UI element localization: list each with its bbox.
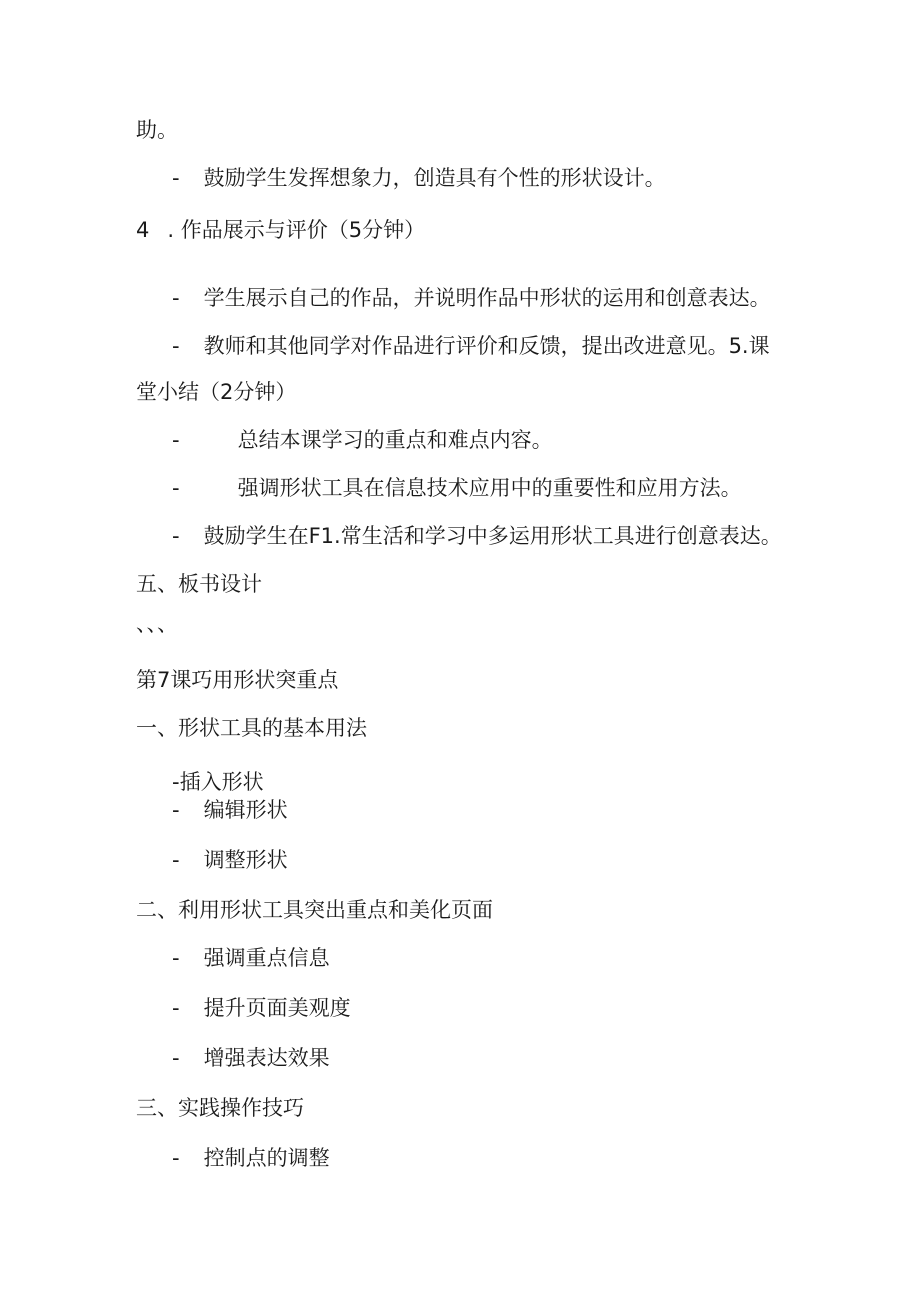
dash-marker: - — [172, 524, 180, 548]
text-line — [136, 378, 296, 406]
section-title: 五、板书设计 — [136, 572, 262, 596]
line-text: 总结本课学习的重点和难点内容。 — [237, 428, 553, 452]
bullet-line — [172, 332, 770, 360]
bullet-line — [172, 1144, 330, 1172]
bullet-line — [172, 768, 264, 796]
line-text: 鼓励学生在F1.常生活和学习中多运用形状工具进行创意表达。 — [203, 524, 782, 548]
bullet-line — [172, 944, 330, 972]
dash-marker: - — [172, 798, 180, 822]
section-title: . 作品展示与评价（5分钟） — [167, 218, 426, 242]
section-heading — [136, 714, 367, 742]
bullet-line — [172, 426, 553, 454]
bullet-line — [172, 474, 742, 502]
dash-marker: - — [172, 848, 180, 872]
bullet-line — [172, 796, 288, 824]
line-text: 助。 — [136, 118, 178, 142]
section-heading — [136, 896, 493, 924]
section-title: 一、形状工具的基本用法 — [136, 716, 367, 740]
lesson-title — [136, 666, 338, 694]
dash-marker: - — [172, 1046, 180, 1070]
dash-marker: - — [172, 946, 180, 970]
bullet-line — [172, 846, 288, 874]
line-text: 堂小结（2分钟） — [136, 380, 297, 404]
line-text: 增强表达效果 — [203, 1046, 330, 1070]
dash-marker: - — [172, 334, 180, 358]
section-title: 二、利用形状工具突出重点和美化页面 — [136, 898, 493, 922]
line-text: 调整形状 — [203, 848, 288, 872]
line-text: 强调重点信息 — [203, 946, 330, 970]
dash-marker: - — [172, 428, 180, 452]
text-line — [136, 610, 178, 638]
dash-marker: - — [172, 996, 180, 1020]
bullet-line — [172, 522, 782, 550]
text-line — [136, 116, 178, 144]
dash-marker: - — [172, 476, 180, 500]
bullet-line — [172, 164, 666, 192]
bullet-line — [172, 994, 351, 1022]
section-title: 三、实践操作技巧 — [136, 1096, 304, 1120]
line-text: 强调形状工具在信息技术应用中的重要性和应用方法。 — [237, 476, 742, 500]
dash-marker: - — [172, 286, 180, 310]
line-text: -插入形状 — [172, 770, 264, 794]
line-text: 鼓励学生发挥想象力，创造具有个性的形状设计。 — [203, 166, 666, 190]
section-number: 4 — [136, 218, 150, 242]
line-text: 编辑形状 — [203, 798, 288, 822]
dash-marker: - — [172, 166, 180, 190]
bullet-line — [172, 284, 771, 312]
section-heading — [136, 1094, 304, 1122]
section-heading — [136, 570, 262, 598]
line-text: 学生展示自己的作品，并说明作品中形状的运用和创意表达。 — [203, 286, 771, 310]
line-text: 第7课巧用形状突重点 — [136, 668, 339, 692]
dash-marker: - — [172, 1146, 180, 1170]
line-text: 控制点的调整 — [203, 1146, 330, 1170]
bullet-line — [172, 1044, 330, 1072]
line-text: 、、、 — [136, 612, 178, 636]
section-heading — [136, 216, 425, 244]
line-text: 提升页面美观度 — [203, 996, 351, 1020]
line-text: 教师和其他同学对作品进行评价和反馈，提出改进意见。5.课 — [203, 334, 770, 358]
